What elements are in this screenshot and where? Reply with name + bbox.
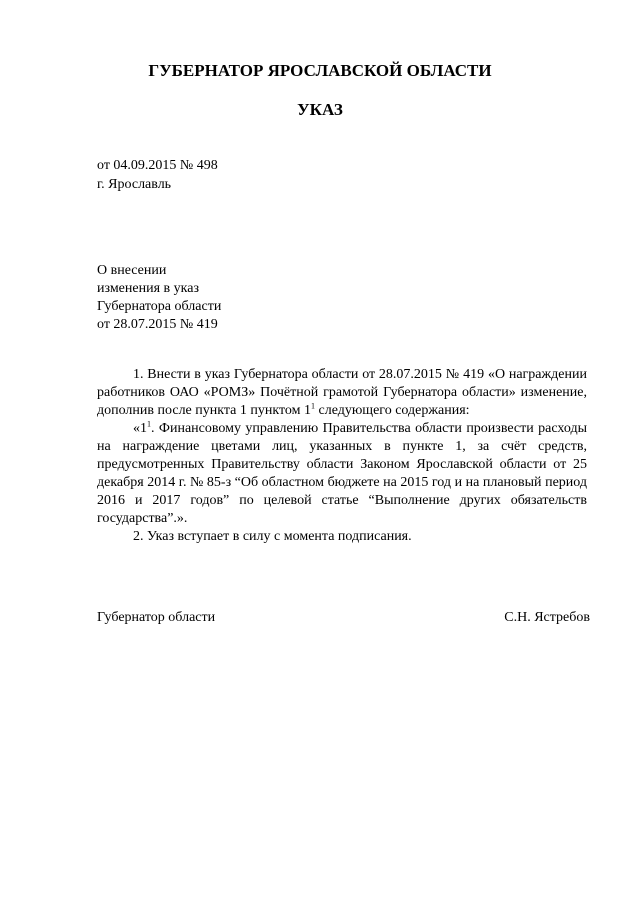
document-date-number: от 04.09.2015 № 498 xyxy=(97,158,218,173)
signature-block xyxy=(97,610,590,626)
document-type: УКАЗ xyxy=(297,100,343,119)
subject-line: О внесении xyxy=(97,263,167,278)
signatory-position: Губернатор области xyxy=(97,610,216,625)
signatory-name: С.Н. Ястребов xyxy=(504,610,590,625)
document-city: г. Ярославль xyxy=(97,177,172,192)
document-subject xyxy=(97,262,221,334)
subject-line: Губернатора области xyxy=(97,299,222,314)
paragraph-1-end: следующего содержания: xyxy=(315,403,470,418)
paragraph-1 xyxy=(97,366,587,420)
superscript-1-1: 1 xyxy=(147,419,151,429)
subject-line: изменения в указ xyxy=(97,281,199,296)
paragraph-2: 2. Указ вступает в силу с момента подписания. xyxy=(133,529,412,544)
document-body xyxy=(97,366,587,546)
issuing-authority: ГУБЕРНАТОР ЯРОСЛАВСКОЙ ОБЛАСТИ xyxy=(148,61,492,80)
paragraph-1-text: 1. Внести в указ Губернатора области от 28.07.2015 № 419 «О награждении работников ОАО «РОМЗ» Почётной грамотой Губернатора области» изменение, дополнив после пункта 1 пунктом 1 xyxy=(97,367,587,418)
subject-line: от 28.07.2015 № 419 xyxy=(97,317,218,332)
paragraph-1-1-start: «1 xyxy=(133,421,147,436)
paragraph-1-1-text: . Финансовому управлению Правительства области произвести расходы на награждение цветами лиц, указанных в пункте 1, за счёт средств, предусмотренных Правительству области Законом Ярославской области от 25 декабря 2014 г. № 85-з “Об областном бюджете на 2015 год и на плановый период 2016 и 2017 годов” по целевой статье “Выполнение других обязательств государства”.». xyxy=(97,421,587,526)
superscript-1: 1 xyxy=(311,401,315,411)
paragraph-1-1 xyxy=(97,420,587,528)
